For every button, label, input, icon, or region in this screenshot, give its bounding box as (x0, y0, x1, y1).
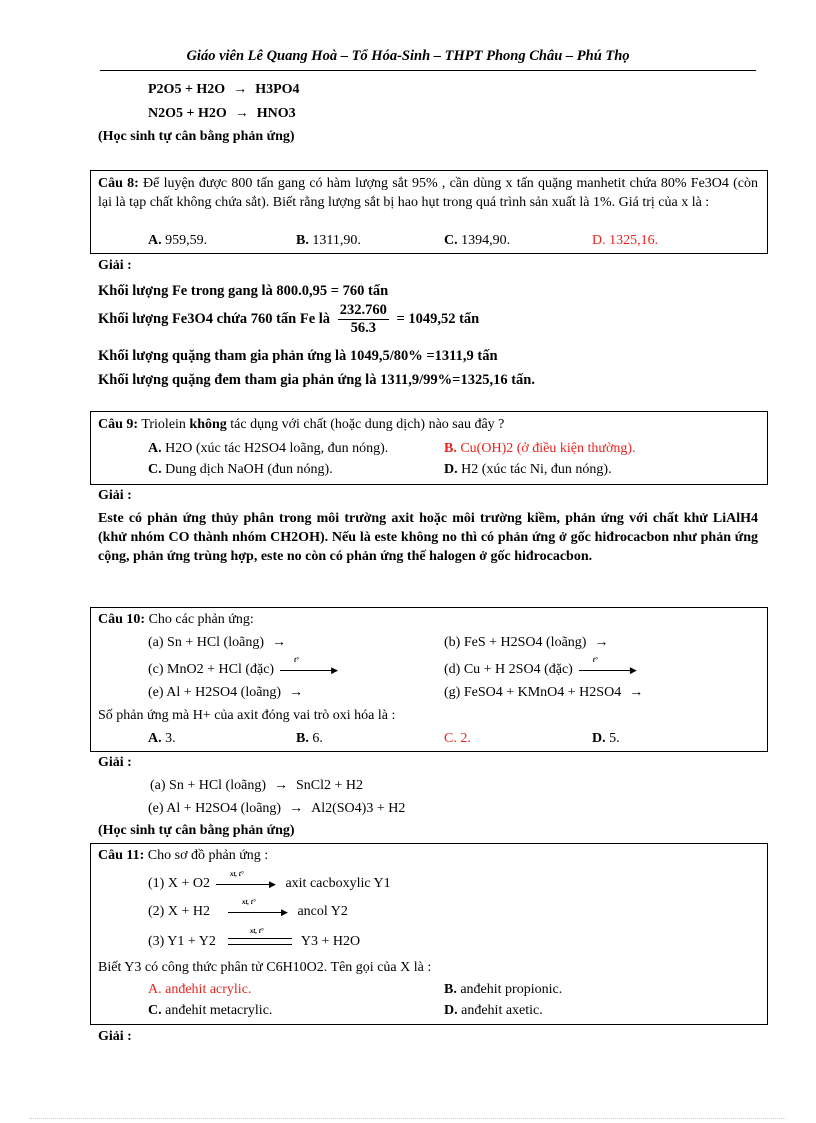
q10-reaction-b (444, 635, 616, 651)
text-span: B. (296, 233, 309, 248)
top-eq-2-right: HNO3 (256, 106, 296, 121)
question-8-label: Câu 8: (98, 176, 139, 191)
q8-option-b (296, 233, 361, 249)
text-span: Dung dịch NaOH (đun nóng). (165, 462, 333, 477)
q10-option-c-answer (444, 731, 471, 747)
arrow-icon: → (629, 685, 644, 700)
q10-reaction-g (444, 685, 651, 701)
q9-option-a (148, 441, 388, 457)
q10-reaction-a (148, 635, 294, 651)
sol10-eq1 (150, 778, 363, 794)
text-span: Cho các phản ứng: (148, 612, 254, 627)
top-eq-1-left: P2O5 + H2O (148, 82, 226, 97)
text-span: 3. (165, 731, 176, 746)
q11-option-d (444, 1003, 543, 1019)
text-span: Câu 11: (98, 848, 145, 863)
text-span: t° (294, 655, 299, 664)
text-span: C. (148, 1003, 162, 1018)
q11-option-a-answer (148, 982, 251, 998)
text-span: 1311,90. (312, 233, 361, 248)
q11-option-b (444, 982, 562, 998)
text-span: 56.3 (350, 320, 376, 336)
text-span: 1394,90. (461, 233, 511, 248)
question-10-box (90, 607, 768, 752)
q9-option-d (444, 462, 612, 478)
text-span: t° (592, 655, 598, 664)
text-span: A. (148, 233, 162, 248)
q8-option-d-answer (592, 233, 658, 249)
heat-arrow-icon: t° ▶ (280, 665, 338, 675)
top-eq-2 (148, 106, 296, 122)
question-10-intro (98, 612, 254, 628)
text-span: xt, t° (241, 897, 256, 906)
text-span: H2O (xúc tác H2SO4 loãng, đun nóng). (165, 441, 389, 456)
page-bottom-divider (30, 1118, 786, 1119)
q11-step-3 (148, 926, 361, 950)
text-span: anđehit metacrylic. (165, 1003, 273, 1018)
question-10-question: Số phản ứng mà H+ của axit đóng vai trò oxi hóa là : (98, 708, 396, 723)
text-span: anđehit propionic. (460, 982, 563, 997)
text-span: tác dụng với chất (hoặc dung dịch) nào sau đây ? (230, 417, 505, 432)
q8-option-c (444, 233, 510, 249)
top-note: (Học sinh tự cân bằng phản ứng) (98, 129, 295, 144)
catalyst-arrow-icon: xt, t° ▶ (228, 907, 288, 917)
top-eq-1 (148, 82, 300, 98)
text-span: 1325,16. (609, 233, 659, 248)
arrow-icon: → (233, 82, 248, 97)
text-span: D. (592, 233, 606, 248)
text-span: xt, t° (249, 926, 264, 935)
text-span: (e) Al + H2SO4 (loãng) (148, 801, 282, 816)
text-span: SnCl2 + H2 (296, 778, 364, 793)
text-span: (c) MnO2 + HCl (đặc) (148, 662, 275, 677)
header-rule (100, 70, 756, 71)
text-span: (g) FeSO4 + KMnO4 + H2SO4 (444, 685, 622, 700)
sol8-label: Giải : (98, 258, 132, 273)
text-span: B. (444, 441, 457, 456)
text-span: = 1049,52 tấn (396, 311, 480, 327)
heat-arrow-icon: t° ▶ (579, 665, 637, 675)
text-span: anđehit acrylic. (165, 982, 252, 997)
sol11-label: Giải : (98, 1029, 132, 1044)
text-span: Triolein (141, 417, 186, 432)
text-span: (e) Al + H2SO4 (loãng) (148, 685, 282, 700)
text-span: (d) Cu + H 2SO4 (đặc) (444, 662, 573, 677)
text-span: H2 (xúc tác Ni, đun nóng). (461, 462, 612, 477)
arrow-icon: → (289, 801, 304, 816)
q10-option-b (296, 731, 323, 747)
arrow-icon: → (289, 685, 304, 700)
question-9-text (98, 417, 504, 433)
text-span: C. (444, 233, 458, 248)
sol8-line3: Khối lượng quặng tham gia phản ứng là 1049,5/80% =1311,9 tấn (98, 348, 498, 364)
text-span: Câu 9: (98, 417, 139, 432)
text-span: Cho sơ đồ phản ứng : (147, 848, 269, 863)
sol8-line2 (98, 302, 479, 337)
question-11-question: Biết Y3 có công thức phân tử C6H10O2. Tên gọi của X là : (98, 960, 432, 975)
q9-option-b-answer (444, 441, 636, 457)
text-span: A. (148, 441, 162, 456)
question-8-text (98, 174, 758, 212)
question-8-body: Để luyện được 800 tấn gang có hàm lượng sắt 95% , cần dùng x tấn quặng manhetit chứa 80% Fe3O4 (còn lại là tạp chất không chứa sắt). Biết rằng lượng sắt bị hao hụt trong quá trình sản xuất là 1%. Giá trị của x là : (98, 176, 759, 210)
text-span: A. (148, 982, 162, 997)
text-span: C. (148, 462, 162, 477)
text-span: B. (444, 982, 457, 997)
arrow-icon: → (272, 635, 286, 650)
text-span: C. (444, 731, 457, 746)
q11-step-1 (148, 869, 391, 892)
text-span: 232.760 (339, 302, 387, 318)
text-span: 5. (609, 731, 620, 746)
sol10-note: (Học sinh tự cân bằng phản ứng) (98, 823, 295, 838)
arrow-icon: → (274, 778, 288, 793)
q11-option-c (148, 1003, 272, 1019)
q10-option-d (592, 731, 620, 747)
sol9-text: Este có phản ứng thủy phân trong môi trường axit hoặc môi trường kiềm, phản ứng với chất khử LiAlH4 (khử nhóm CO thành nhóm CH2OH). Nếu là este không no thì có phản ứng ở gốc hiđrocacbon như phản ứng cộng, phản ứng trùng hợp, este no còn có phản ứng thế halogen ở gốc hiđrocacbon. (98, 511, 758, 564)
top-eq-1-right: H3PO4 (255, 82, 300, 97)
text-span: (b) FeS + H2SO4 (loãng) (444, 635, 587, 650)
text-span: Y3 + H2O (300, 934, 361, 949)
page-header: Giáo viên Lê Quang Hoà – Tổ Hóa-Sinh – THPT Phong Châu – Phú Thọ (186, 48, 630, 64)
text-span: (a) Sn + HCl (loãng) (150, 778, 266, 793)
text-span: A. (148, 731, 162, 746)
arrow-icon: → (594, 635, 609, 650)
sol8-fraction (338, 302, 389, 337)
top-eq-2-left: N2O5 + H2O (148, 106, 227, 121)
text-span: (2) X + H2 (148, 904, 210, 919)
text-span: 2. (460, 731, 471, 746)
q8-option-a (148, 233, 207, 249)
text-span: xt, t° (229, 869, 244, 878)
text-span: D. (444, 462, 458, 477)
arrow-icon: → (234, 106, 249, 121)
equilibrium-arrow-icon (228, 926, 292, 949)
text-span: ancol Y2 (297, 904, 348, 919)
text-span: 959,59. (165, 233, 208, 248)
text-span: Câu 10: (98, 612, 146, 627)
text-span: D. (592, 731, 606, 746)
text-span: Cu(OH)2 (ở điều kiện thường). (460, 441, 636, 456)
text-span: (3) Y1 + Y2 (148, 934, 216, 949)
q10-option-a (148, 731, 176, 747)
text-span: axit cacboxylic Y1 (285, 876, 391, 891)
text-span: anđehit axetic. (461, 1003, 543, 1018)
q9-option-c (148, 462, 333, 478)
sol8-line4: Khối lượng quặng đem tham gia phản ứng là 1311,9/99%=1325,16 tấn. (98, 372, 535, 388)
sol9-label: Giải : (98, 488, 132, 503)
q10-reaction-e (148, 685, 311, 701)
text-span: (a) Sn + HCl (loãng) (148, 635, 264, 650)
text-span: (1) X + O2 (148, 876, 210, 891)
text-span: 6. (312, 731, 323, 746)
sol10-label: Giải : (98, 755, 132, 770)
text-span: không (189, 417, 227, 432)
text-span: D. (444, 1003, 458, 1018)
text-span: Khối lượng Fe3O4 chứa 760 tấn Fe là (98, 311, 331, 327)
sol10-eq2 (148, 801, 405, 817)
text-span: B. (296, 731, 309, 746)
catalyst-arrow-icon: xt, t° ▶ (216, 879, 276, 889)
sol8-line1: Khối lượng Fe trong gang là 800.0,95 = 760 tấn (98, 283, 389, 299)
q10-reaction-d (444, 655, 643, 678)
q10-reaction-c (148, 655, 344, 678)
text-span: Al2(SO4)3 + H2 (311, 801, 406, 816)
q11-step-2 (148, 897, 348, 920)
question-11-intro (98, 848, 268, 864)
